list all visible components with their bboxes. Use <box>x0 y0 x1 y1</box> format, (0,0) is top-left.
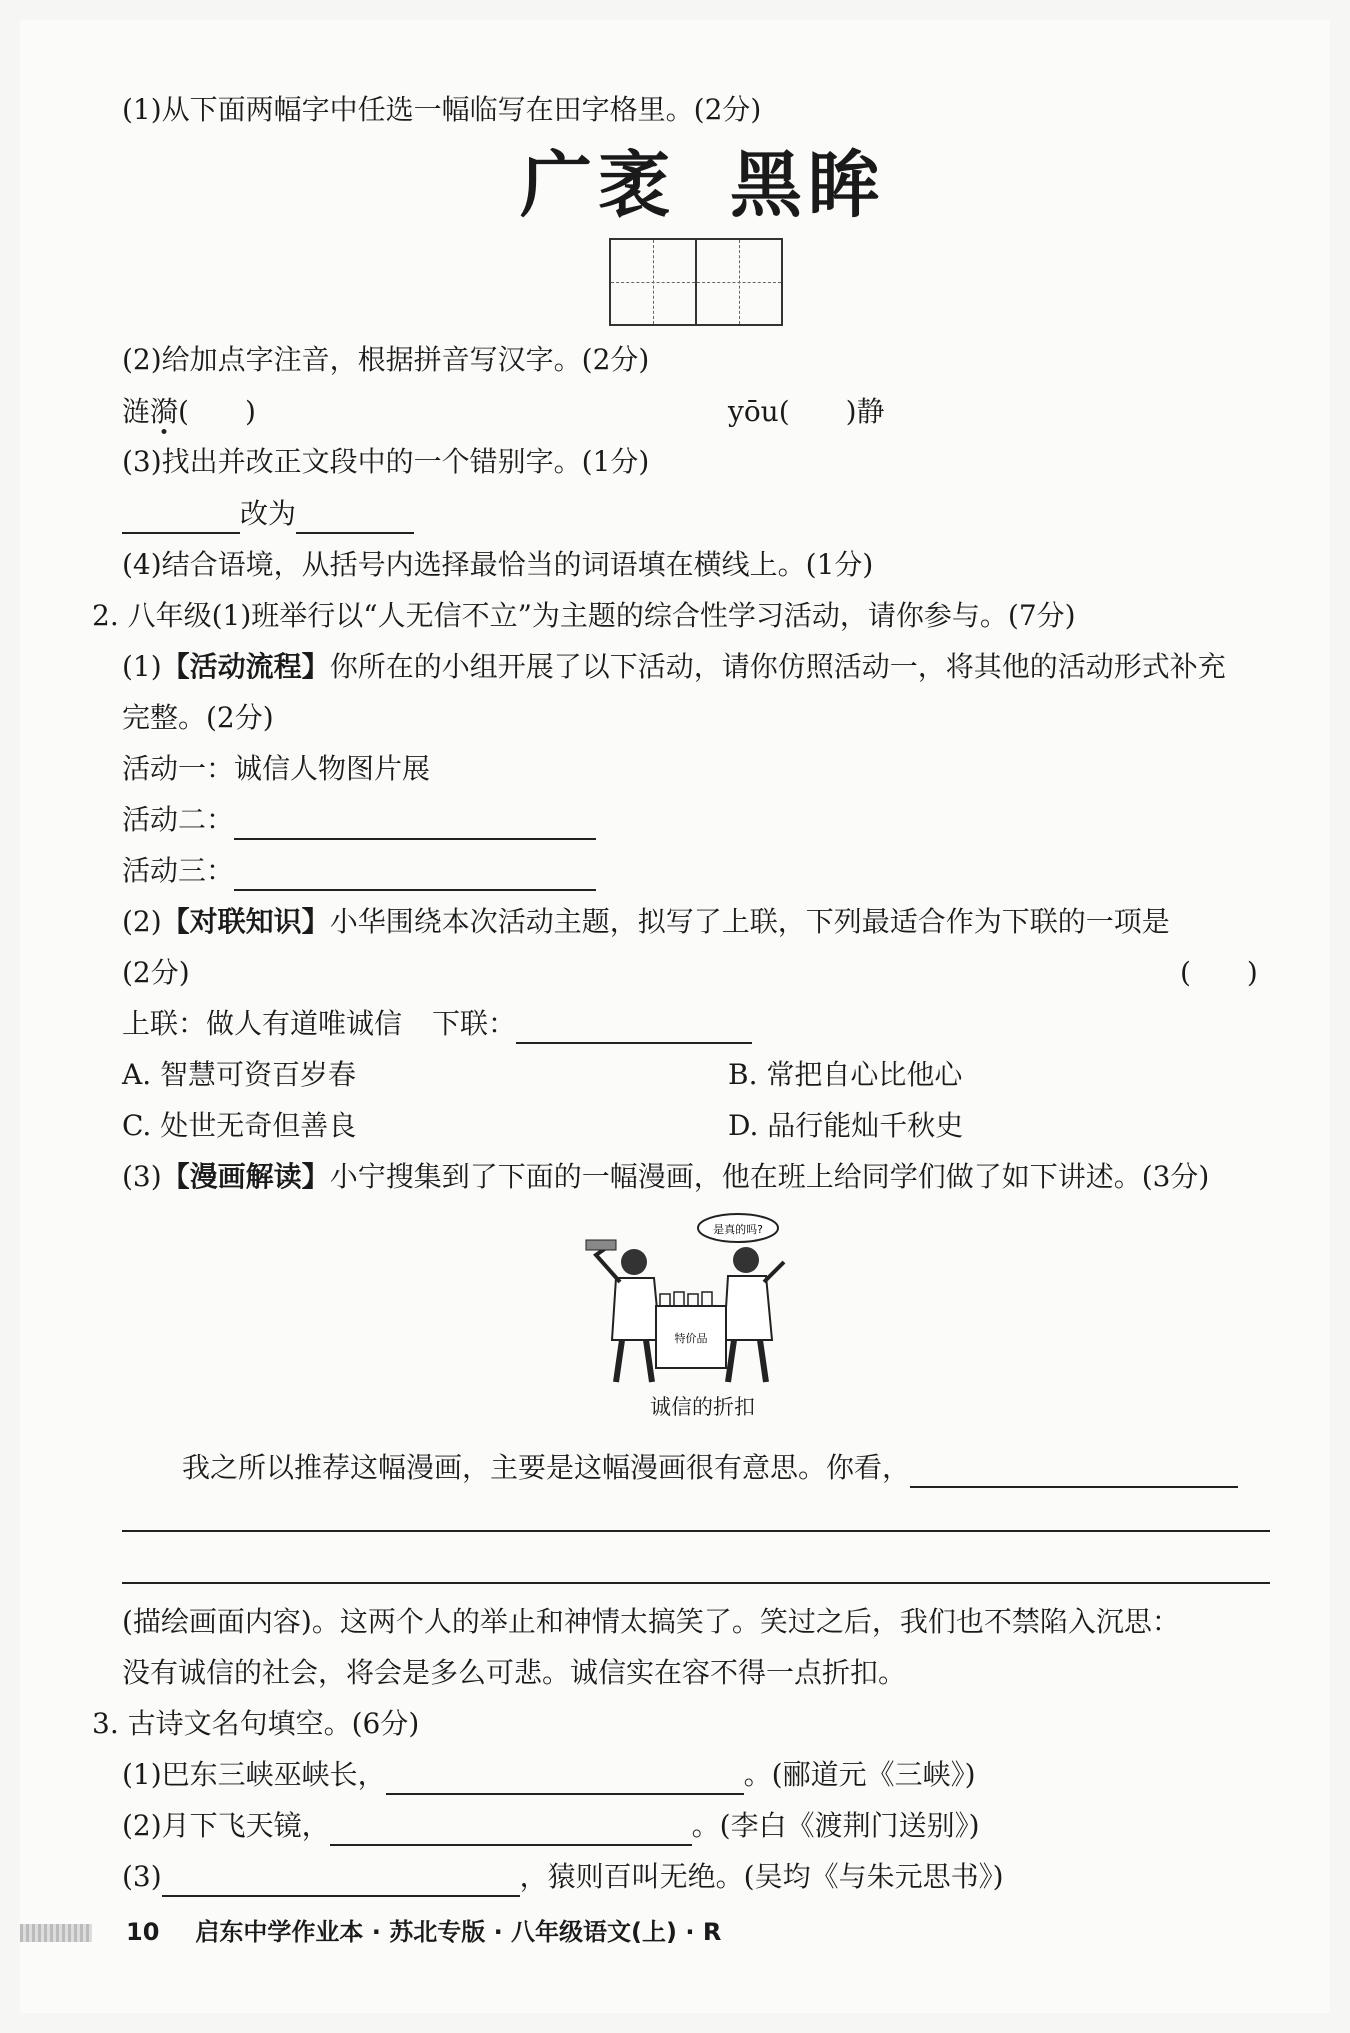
left-figure-head <box>621 1249 647 1275</box>
part2-score: (2分) <box>122 956 190 989</box>
comic-illustration <box>576 1210 796 1390</box>
q3-stem: 3. 古诗文名句填空。(6分) <box>92 1707 420 1740</box>
poem-2-blank[interactable] <box>330 1814 692 1846</box>
narration-blank-3[interactable] <box>122 1582 1270 1584</box>
activity-2-label: 活动二： <box>122 803 235 836</box>
couplet-lower-blank[interactable] <box>516 1012 752 1044</box>
right-figure-body <box>724 1276 772 1340</box>
poem-1-start: (1)巴东三峡巫峡长， <box>122 1758 386 1791</box>
grid-cell-2[interactable] <box>697 240 781 324</box>
q1-sub3: (3)找出并改正文段中的一个错别字。(1分) <box>122 445 650 478</box>
q1-sub4: (4)结合语境，从括号内选择最恰当的词语填在横线上。(1分) <box>122 548 874 581</box>
part2-text: 小华围绕本次活动主题，拟写了上联，下列最适合作为下联的一项是 <box>329 905 1170 938</box>
answer-paren-a[interactable]: ( ) <box>178 395 256 428</box>
couplet-row <box>122 1004 752 1044</box>
option-d[interactable]: D. 品行能灿千秋史 <box>728 1109 964 1142</box>
q2-part3 <box>122 1157 1209 1197</box>
correction-row <box>122 494 414 534</box>
part1-number: (1) <box>122 650 162 683</box>
narration-text-1: 我之所以推荐这幅漫画，主要是这幅漫画很有意思。你看， <box>182 1451 911 1484</box>
q2-part1-cont: 完整。(2分) <box>122 701 274 734</box>
activity-2-row <box>122 800 596 840</box>
poem-line-1 <box>122 1755 976 1795</box>
part3-tag: 【漫画解读】 <box>161 1160 330 1193</box>
narration-blank-2[interactable] <box>122 1530 1270 1532</box>
right-figure-arm <box>764 1262 784 1282</box>
poem-3-blank[interactable] <box>162 1865 520 1897</box>
speech-bubble-text: 是真的吗? <box>713 1223 763 1236</box>
poem-line-2 <box>122 1806 980 1846</box>
poem-3-source: ，猿则百叫无绝。(吴均《与朱元思书》) <box>519 1860 1004 1893</box>
left-figure-arm <box>596 1248 620 1282</box>
q1-sub2: (2)给加点字注音，根据拼音写汉字。(2分) <box>122 343 650 376</box>
part2-tag: 【对联知识】 <box>161 905 330 938</box>
part2-number: (2) <box>122 905 162 938</box>
activity-1: 活动一：诚信人物图片展 <box>122 752 431 785</box>
grid-cell-1[interactable] <box>611 240 697 324</box>
activity-3-blank[interactable] <box>234 859 596 891</box>
pinyin-item-a <box>122 392 256 432</box>
book-title: 启东中学作业本 · 苏北专版 · 八年级语文(上) · R <box>195 1918 722 1946</box>
part2-answer-paren[interactable]: ( ) <box>1180 956 1258 989</box>
activity-2-blank[interactable] <box>234 808 596 840</box>
part1-text: 你所在的小组开展了以下活动，请你仿照活动一，将其他的活动形式补充 <box>329 650 1226 683</box>
narration-line-3: 没有诚信的社会，将会是多么可悲。诚信实在容不得一点折扣。 <box>122 1656 907 1689</box>
poem-3-start: (3) <box>122 1860 162 1893</box>
poem-1-source: 。(郦道元《三峡》) <box>743 1758 976 1791</box>
left-figure-legs <box>616 1340 652 1382</box>
narration-blank-1[interactable] <box>910 1456 1238 1488</box>
option-b[interactable]: B. 常把自心比他心 <box>728 1058 963 1091</box>
poem-1-blank[interactable] <box>386 1763 744 1795</box>
option-a[interactable]: A. 智慧可资百岁春 <box>122 1058 357 1091</box>
right-figure-head <box>733 1247 759 1273</box>
activity-3-row <box>122 851 596 891</box>
part1-tag: 【活动流程】 <box>161 650 330 683</box>
comic-caption: 诚信的折扣 <box>650 1395 755 1419</box>
poem-2-source: 。(李白《渡荆门送别》) <box>691 1809 980 1842</box>
held-item <box>586 1240 616 1250</box>
calligraphy-sample-1: 广袤 <box>520 142 677 227</box>
poem-2-start: (2)月下飞天镜， <box>122 1809 330 1842</box>
page-number: 10 <box>126 1918 160 1946</box>
calligraphy-sample-2: 黑眸 <box>730 142 887 227</box>
q2-stem: 2. 八年级(1)班举行以“人无信不立”为主题的综合性学习活动，请你参与。(7分) <box>92 599 1076 632</box>
wrong-char-blank[interactable] <box>122 502 240 534</box>
change-to-label: 改为 <box>240 497 297 530</box>
char-lian: 涟 <box>122 395 151 428</box>
right-figure-legs <box>728 1340 766 1382</box>
tian-zi-grid[interactable] <box>609 238 783 326</box>
narration-line-2: (描绘画面内容)。这两个人的举止和神情太搞笑了。笑过之后，我们也不禁陷入沉思： <box>122 1605 1180 1638</box>
footer <box>126 1914 721 1950</box>
pinyin-item-b[interactable]: yōu( )静 <box>728 395 885 428</box>
option-c[interactable]: C. 处世无奇但善良 <box>122 1109 357 1142</box>
narration-line-1 <box>182 1448 1238 1488</box>
box-items <box>660 1292 712 1306</box>
couplet-upper: 上联：做人有道唯诚信 <box>122 1007 403 1040</box>
footer-decoration <box>20 1924 92 1942</box>
part3-number: (3) <box>122 1160 162 1193</box>
q2-part2 <box>122 902 1170 942</box>
left-figure-body <box>612 1278 660 1340</box>
q1-sub1: (1)从下面两幅字中任选一幅临写在田字格里。(2分) <box>122 93 762 126</box>
couplet-lower-label: 下联： <box>432 1007 517 1040</box>
q2-part1 <box>122 647 1226 687</box>
poem-line-3 <box>122 1857 1004 1897</box>
box-label: 特价品 <box>674 1332 708 1345</box>
right-char-blank[interactable] <box>296 502 414 534</box>
part3-text: 小宁搜集到了下面的一幅漫画，他在班上给同学们做了如下讲述。(3分) <box>329 1160 1210 1193</box>
dotted-char-yi: 漪 <box>150 395 179 428</box>
activity-3-label: 活动三： <box>122 854 235 887</box>
